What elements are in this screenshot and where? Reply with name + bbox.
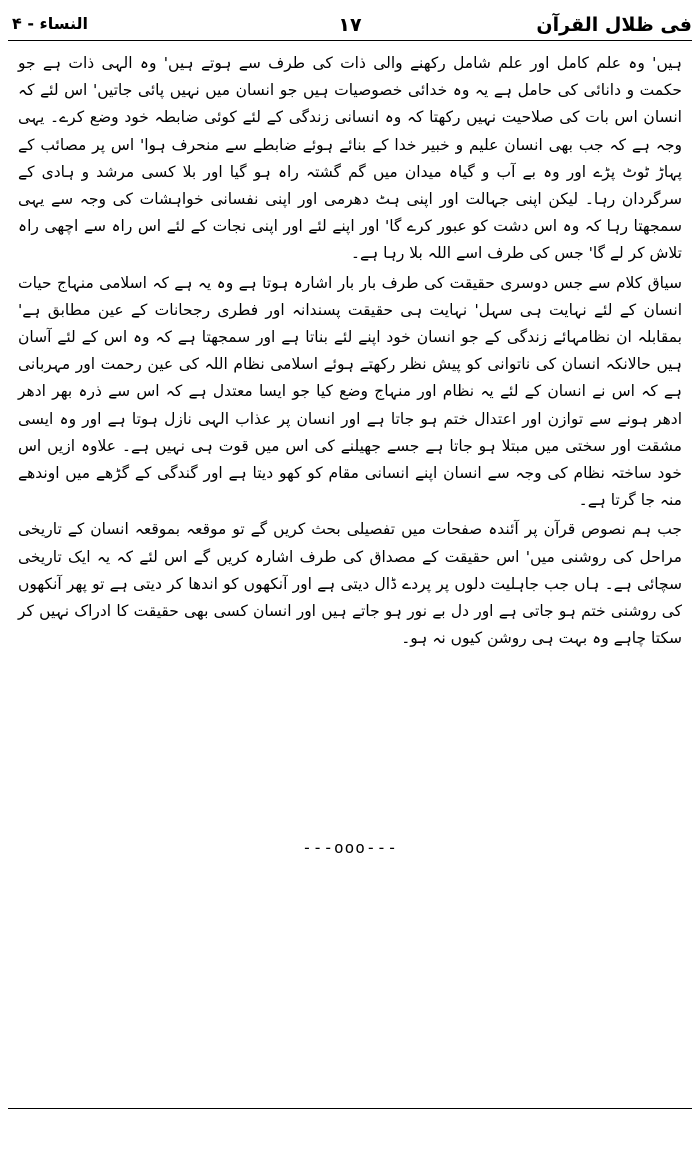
page-number: ۱۷ [338, 14, 362, 36]
header-rule [8, 40, 692, 41]
paragraph: سیاق کلام سے جس دوسری حقیقت کی طرف بار بار اشارہ ہوتا ہے وہ یہ ہے کہ اسلامی منہاج حیات انسان کے لئے نہایت ہی سہل' نہایت ہی حقیقت پسندانہ اور فطری رجحانات کے عین مطابق ہے' بمقابلہ ان نظامہائے زندگی کے جو انسان خود اپنے لئے بناتا ہے اور سمجھتا ہے کہ وہ اس کے لئے آسان ہیں حالانکہ انسان کی ناتوانی کو پیش نظر رکھتے ہوئے اسلامی نظام اللہ کی عین رحمت اور مہربانی ہے کہ اس نے انسان کے لئے یہ نظام اور منہاج وضع کیا جو ایسا معتدل ہے کہ اس سے ذرہ بھر ادھر ادھر ہونے سے توازن اور اعتدال ختم ہو جاتا ہے اور انسان پر عذاب الہی نازل ہوتا ہے اور وہ ایسی مشقت اور سختی میں مبتلا ہو جاتا ہے جسے جھیلنے کی اس میں قوت ہی نہیں ہے۔ علاوہ ازیں اس خود ساختہ نظام کی وجہ سے انسان اپنے انسانی مقام کو کھو دیتا ہے اور گندگی کے گڑھے میں اوندھے منہ جا گرتا ہے۔ [18, 273, 682, 510]
page-header [8, 8, 692, 42]
paragraph: جب ہم نصوص قرآن پر آئندہ صفحات میں تفصیلی بحث کریں گے تو موقعہ بموقعہ انسان کے تاریخی مراحل کی روشنی میں' اس حقیقت کے مصداق کی طرف اشارہ کریں گے اس لئے کہ یہ ایک تاریخی سچائی ہے۔ ہاں جب جاہلیت دلوں پر پردے ڈال دیتی ہے اور آنکھوں کو اندھا کر دیتی ہے تو پھر آنکھوں کی روشنی ختم ہو جاتی ہے اور دل بے نور ہو جاتے ہیں اور انسان کسی بھی حقیقت کا ادراک نہیں کر سکتا چاہے وہ بہت ہی روشن کیوں نہ ہو۔ [18, 520, 682, 648]
page-body [18, 50, 682, 652]
paragraph: ہیں' وہ علم کامل اور علم شامل رکھنے والی ذات کی طرف سے ہوتے ہیں' وہ الہی ذات ہے جو حکمت و دانائی کی حامل ہے یہ وہ خدائی خصوصیات ہیں جو انسان میں نہیں پائی جاتیں' اس لئے کہ انسان اس بات کی صلاحیت نہیں رکھتا کہ وہ انسانی زندگی کے لئے کوئی ضابطہ خود وضع کرے۔ یہی وجہ ہے کہ جب بھی انسان علیم و خبیر خدا کے بنائے ہوئے ضابطے سے منحرف ہوا' اس پر مصائب کے پہاڑ ٹوٹ پڑے اور وہ بے آب و گیاہ میدان میں گم گشتہ راہ ہو گیا اور بلا کسی مرشد و ہادی کے سرگردان رہا۔ لیکن اپنی جہالت اور اپنی ہٹ دھرمی اور اپنی نفسانی خواہشات کی وجہ سے یہی سمجھتا رہا کہ وہ اس دشت کو عبور کرے گا' اور اپنے لئے اور اپنی نجات کے لئے اس راہ سے اچھی راہ تلاش کر لے گا' جس کی طرف اسے اللہ بلا رہا ہے۔ [18, 54, 682, 263]
surah-label: النساء - ۴ [12, 14, 89, 33]
footer-rule [8, 1108, 692, 1109]
book-title: فی ظلال القرآن [536, 14, 692, 36]
section-separator: ---ooo--- [302, 838, 398, 857]
